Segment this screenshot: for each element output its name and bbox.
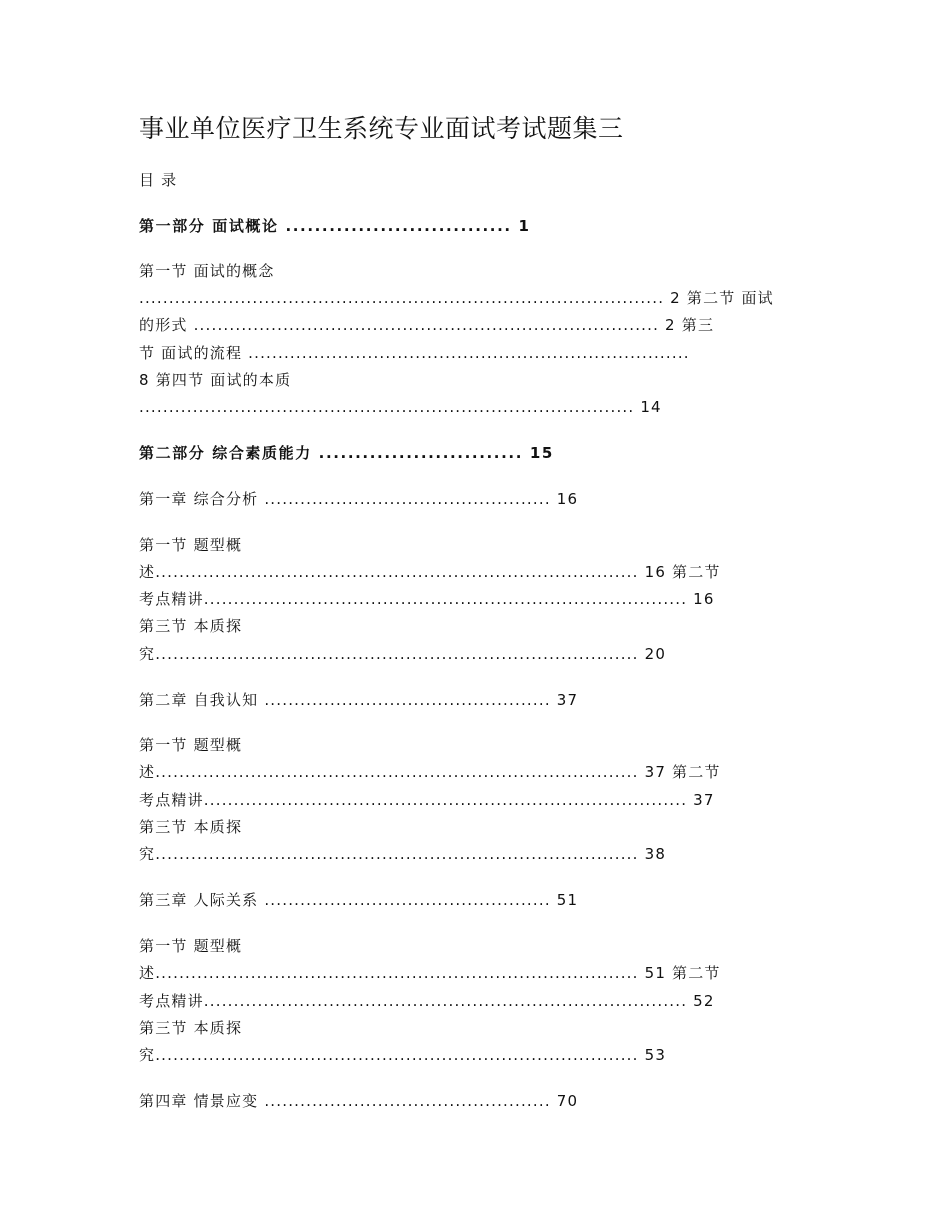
document-title: 事业单位医疗卫生系统专业面试考试题集三 bbox=[139, 114, 624, 143]
toc-line: 节 面试的流程 .......................................................................... bbox=[139, 344, 690, 362]
toc-line: 考点精讲................................................................................. 52 bbox=[139, 992, 715, 1010]
toc-chapter-2: 第二章 自我认知 ................................................ 37 bbox=[139, 691, 579, 709]
toc-chapter-3: 第三章 人际关系 ................................................ 51 bbox=[139, 891, 579, 909]
toc-part-2: 第二部分 综合素质能力 ............................ 15 bbox=[139, 444, 554, 462]
toc-line: 述................................................................................. 16 第二节 bbox=[139, 563, 721, 581]
toc-line: 考点精讲................................................................................. 37 bbox=[139, 791, 715, 809]
toc-heading: 目 录 bbox=[139, 171, 178, 189]
toc-line: 究................................................................................. 53 bbox=[139, 1046, 667, 1064]
toc-part-1: 第一部分 面试概论 ............................... 1 bbox=[139, 217, 531, 235]
toc-line: 第一节 题型概 bbox=[139, 937, 243, 955]
toc-line: ........................................................................................ 2 第二节 面试 bbox=[139, 289, 774, 307]
toc-line: 第三节 本质探 bbox=[139, 1019, 243, 1037]
toc-line: 第一节 题型概 bbox=[139, 736, 243, 754]
toc-chapter-1: 第一章 综合分析 ................................................ 16 bbox=[139, 490, 579, 508]
toc-line: 的形式 .............................................................................. 2 第三 bbox=[139, 316, 715, 334]
toc-line: 8 第四节 面试的本质 bbox=[139, 371, 292, 389]
toc-line: 究................................................................................. 20 bbox=[139, 645, 667, 663]
toc-line: 述................................................................................. 51 第二节 bbox=[139, 964, 721, 982]
toc-line: 考点精讲................................................................................. 16 bbox=[139, 590, 715, 608]
toc-line: 究................................................................................. 38 bbox=[139, 845, 667, 863]
toc-line: 第三节 本质探 bbox=[139, 818, 243, 836]
toc-line: 第三节 本质探 bbox=[139, 617, 243, 635]
toc-line: 述................................................................................. 37 第二节 bbox=[139, 763, 721, 781]
toc-line: 第一节 题型概 bbox=[139, 536, 243, 554]
toc-line: 第一节 面试的概念 bbox=[139, 262, 275, 280]
toc-line: ................................................................................... 14 bbox=[139, 398, 662, 416]
toc-chapter-4: 第四章 情景应变 ................................................ 70 bbox=[139, 1092, 579, 1110]
